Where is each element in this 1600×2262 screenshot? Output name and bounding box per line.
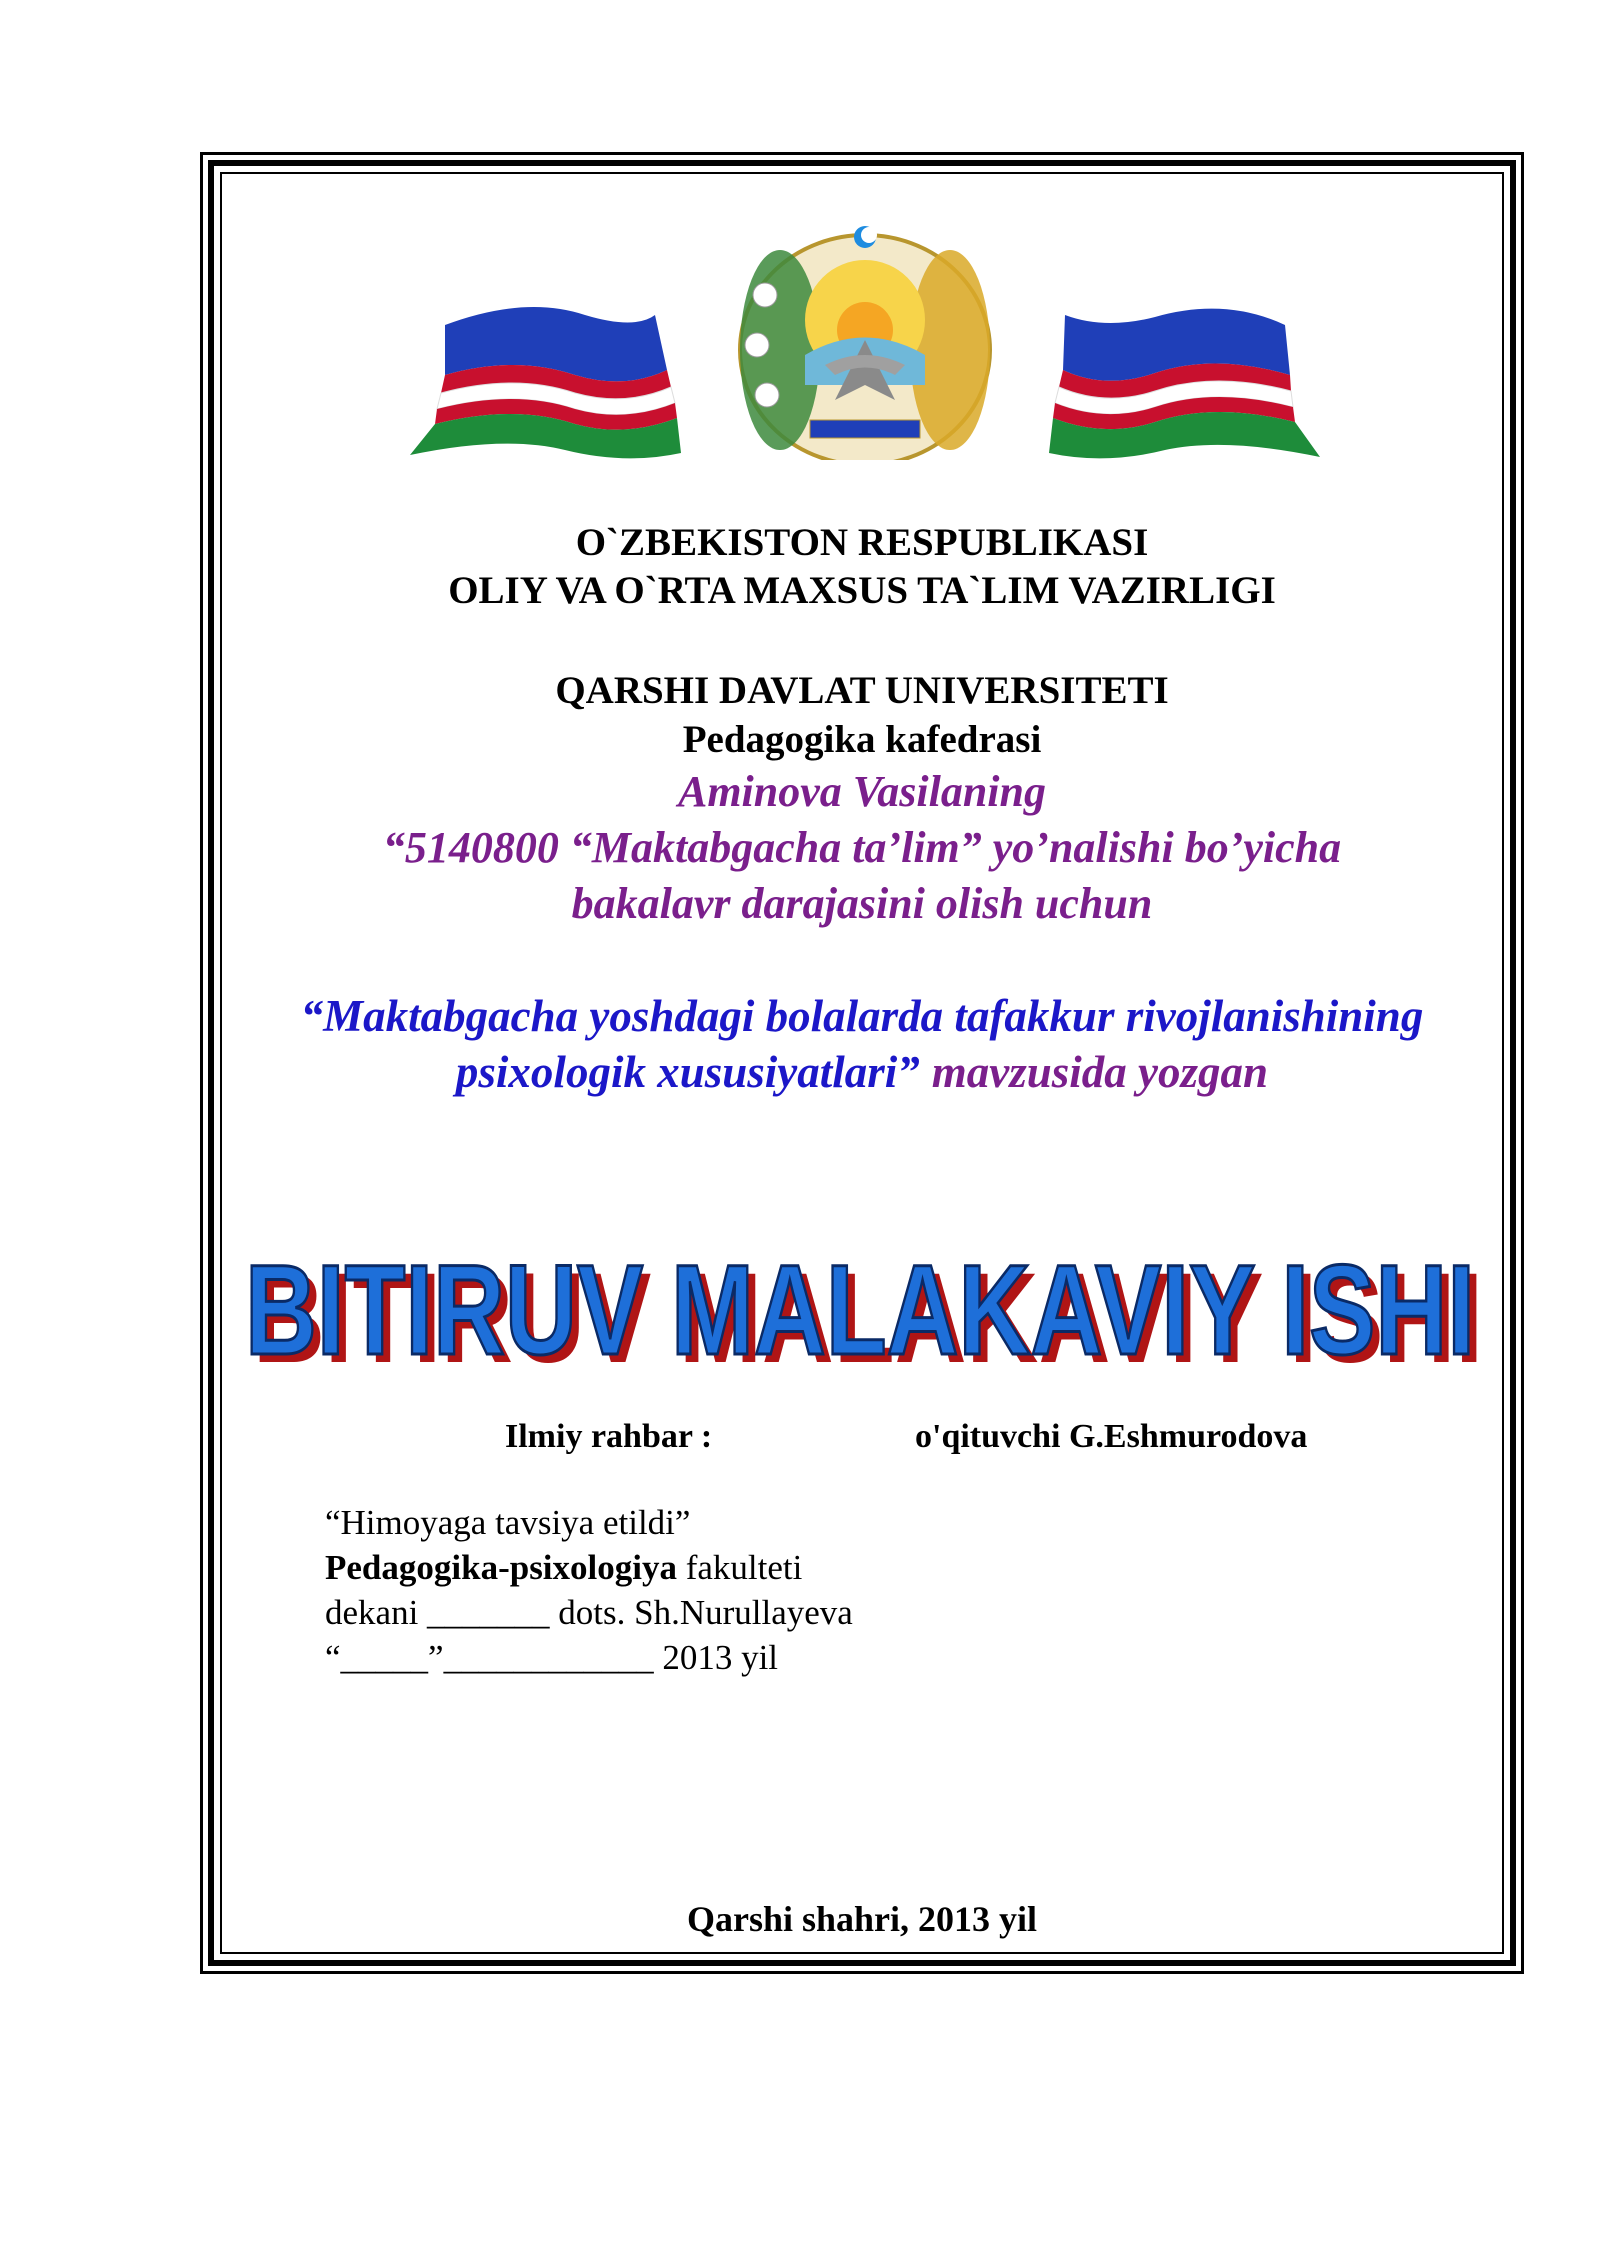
advisor-label: Ilmiy rahbar : [505,1418,713,1455]
approval-block [325,1500,853,1680]
work-title-text: BITIRUV MALAKAVIY ISHI [245,1240,1475,1380]
state-emblem-icon [405,225,1325,460]
approval-recommendation: “Himoyaga tavsiya etildi” [325,1503,691,1542]
topic-suffix: mavzusida yozgan [931,1047,1269,1097]
country-name: O`ZBEKISTON RESPUBLIKASI [575,521,1149,564]
author-name: Aminova Vasilaning [677,767,1046,816]
flag-ribbon-right [1049,309,1320,459]
work-title [220,1240,1504,1380]
topic-line-1: “Maktabgacha yoshdagi bolalarda tafakkur rivojlanishining [300,991,1424,1041]
footer-place-year: Qarshi shahri, 2013 yil [686,1899,1038,1939]
approval-dean: dekani _______ dots. Sh.Nurullayeva [325,1593,853,1632]
university-name: QARSHI DAVLAT UNIVERSITETI [555,669,1169,712]
topic-title-end: psixologik xususiyatlari” [455,1047,920,1097]
emblem-seal [740,226,990,460]
ministry-name: OLIY VA O`RTA MAXSUS TA`LIM VAZIRLIGI [448,569,1276,612]
degree-line: bakalavr darajasini olish uchun [571,879,1153,928]
faculty-suffix: fakulteti [676,1548,803,1587]
department-name: Pedagogika kafedrasi [682,718,1042,761]
approval-faculty [325,1545,853,1590]
topic-line-2 [220,1046,1504,1098]
approval-date: “_____”____________ 2013 yil [325,1638,779,1677]
advisor-name: o'qituvchi G.Eshmurodova [915,1418,1308,1455]
faculty-name: Pedagogika-psixologiya [325,1548,677,1587]
work-title-shadow: BITIRUV MALAKAVIY ISHI [253,1247,1483,1380]
specialty-line: “5140800 “Maktabgacha ta’lim” yo’nalishi bo’yicha [382,823,1342,872]
flag-ribbon-left [410,307,681,458]
